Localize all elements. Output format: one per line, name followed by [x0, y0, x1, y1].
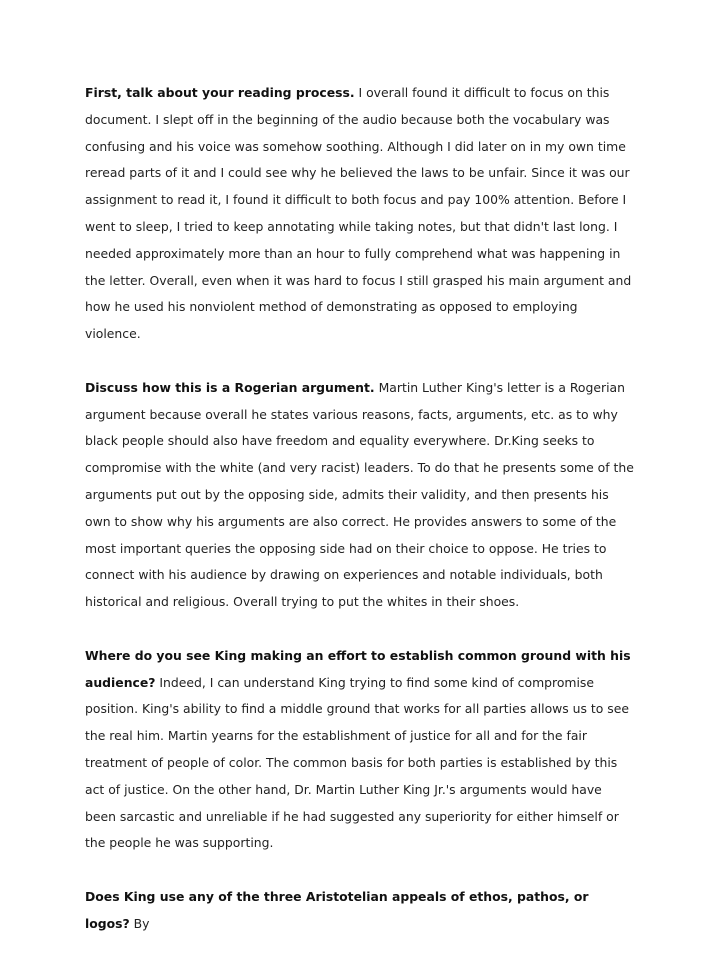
rogerian-argument-paragraph: [85, 375, 635, 616]
common-ground-question: Where do you see King making an effort to establish common ground with his audience?: [85, 647, 631, 690]
common-ground-answer: Indeed, I can understand King trying to find some kind of compromise position. King's ability to find a middle ground that works for all parties allows us to see the real him. Martin yearns for the establishment of justice for all and for the fair treatment of people of color. The common basis for both parties is established by this act of justice. On the other hand, Dr. Martin Luther King Jr.'s arguments would have been sarcastic and unreliable if he had suggested any superiority for either himself or the people he was supporting.: [85, 674, 630, 851]
document-page: [85, 80, 635, 964]
aristotelian-appeals-question: Does King use any of the three Aristotelian appeals of ethos, pathos, or logos?: [85, 888, 589, 931]
reading-process-question: First, talk about your reading process.: [85, 85, 355, 100]
rogerian-argument-answer: Martin Luther King's letter is a Rogerian argument because overall he states various reasons, facts, arguments, etc. as to why black people should also have freedom and equality everywhere. Dr.King seeks to compromise with the white (and very racist) leaders. To do that he presents some of the arguments put out by the opposing side, admits their validity, and then presents his own to show why his arguments are also correct. He provides answers to some of the most important queries the opposing side had on their choice to oppose. He tries to connect with his audience by drawing on experiences and notable individuals, both historical and religious. Overall trying to put the whites in their shoes.: [85, 379, 634, 610]
aristotelian-appeals-paragraph: [85, 884, 635, 938]
reading-process-paragraph: [85, 80, 635, 348]
rogerian-argument-question: Discuss how this is a Rogerian argument.: [85, 379, 375, 395]
aristotelian-appeals-answer: By: [129, 915, 150, 931]
common-ground-paragraph: [85, 643, 635, 857]
reading-process-answer: I overall found it difficult to focus on this document. I slept off in the beginning of the audio because both the vocabulary was confusing and his voice was somehow soothing. Although I did later on in my own time reread parts of it and I could see why he believed the laws to be unfair. Since it was our assignment to read it, I found it difficult to both focus and pay 100% attention. Before I went to sleep, I tried to keep annotating while taking notes, but that didn't last long. I needed approximately more than an hour to fully comprehend what was happening in the letter. Overall, even when it was hard to focus I still grasped his main argument and how he used his nonviolent method of demonstrating as opposed to employing violence.: [85, 85, 632, 342]
